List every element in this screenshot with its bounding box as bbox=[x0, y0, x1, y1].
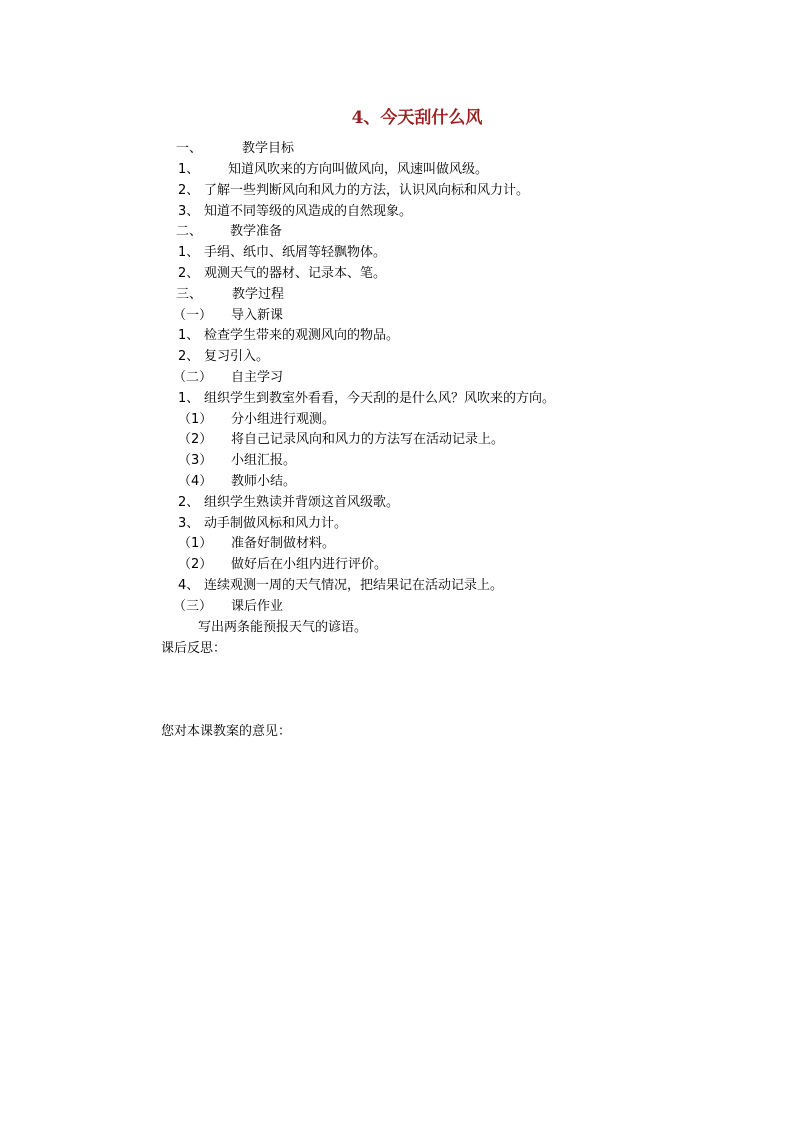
subsection-number: （一） bbox=[173, 308, 213, 323]
self-study-item-1 bbox=[178, 389, 555, 409]
item-text: 观测天气的器材、记录本、笔。 bbox=[204, 266, 387, 281]
item-text: 了解一些判断风向和风力的方法，认识风向标和风力计。 bbox=[204, 183, 530, 198]
item-number: （1） bbox=[178, 412, 213, 427]
item-number: （1） bbox=[178, 536, 213, 551]
item-text: 写出两条能预报天气的谚语。 bbox=[198, 620, 368, 635]
subsection-heading-self-study bbox=[173, 368, 283, 388]
subsection-heading-homework bbox=[173, 597, 283, 617]
section-number: 三、 bbox=[176, 287, 203, 302]
item-number: （4） bbox=[178, 474, 213, 489]
item-number: 1、 bbox=[178, 391, 200, 406]
item-text: 知道不同等级的风造成的自然现象。 bbox=[204, 204, 413, 219]
item-text: 组织学生到教室外看看，今天刮的是什么风？风吹来的方向。 bbox=[204, 391, 556, 406]
item-text: 准备好制做材料。 bbox=[231, 536, 336, 551]
item-number: 1、 bbox=[178, 162, 200, 177]
lesson-title: 4、今天刮什么风 bbox=[351, 108, 483, 128]
objective-item-1 bbox=[178, 160, 488, 180]
item-text: 将自己记录风向和风力的方法写在活动记录上。 bbox=[231, 432, 505, 447]
item-number: 4、 bbox=[178, 578, 200, 593]
item-number: 3、 bbox=[178, 204, 200, 219]
item-text: 小组汇报。 bbox=[231, 453, 297, 468]
self-study-subitem-3 bbox=[178, 451, 296, 471]
self-study-subitem-6 bbox=[178, 555, 387, 575]
item-number: 2、 bbox=[178, 495, 200, 510]
intro-item-1 bbox=[178, 326, 399, 346]
subsection-title: 课后作业 bbox=[231, 599, 284, 614]
subsection-number: （三） bbox=[173, 599, 213, 614]
item-text: 检查学生带来的观测风向的物品。 bbox=[204, 328, 400, 343]
self-study-item-2 bbox=[178, 493, 399, 513]
objective-item-2 bbox=[178, 181, 529, 201]
self-study-subitem-5 bbox=[178, 534, 335, 554]
item-number: 2、 bbox=[178, 349, 200, 364]
item-number: （2） bbox=[178, 432, 213, 447]
subsection-title: 自主学习 bbox=[231, 370, 284, 385]
item-number: 1、 bbox=[178, 328, 200, 343]
item-text: 手绢、纸巾、纸屑等轻飘物体。 bbox=[204, 245, 387, 260]
subsection-number: （二） bbox=[173, 370, 213, 385]
self-study-subitem-1 bbox=[178, 410, 335, 430]
item-text: 动手制做风标和风力计。 bbox=[204, 516, 348, 531]
objective-item-3 bbox=[178, 202, 412, 222]
subsection-heading-intro bbox=[173, 306, 283, 326]
item-text: 教师小结。 bbox=[231, 474, 297, 489]
self-study-item-3 bbox=[178, 514, 347, 534]
intro-item-2 bbox=[178, 347, 269, 367]
self-study-subitem-2 bbox=[178, 430, 504, 450]
item-number: （3） bbox=[178, 453, 213, 468]
item-text: 分小组进行观测。 bbox=[231, 412, 336, 427]
preparation-item-2 bbox=[178, 264, 386, 284]
opinion-label: 您对本课教案的意见： bbox=[161, 724, 292, 739]
item-number: 3、 bbox=[178, 516, 200, 531]
section-title: 教学准备 bbox=[230, 224, 283, 239]
self-study-subitem-4 bbox=[178, 472, 296, 492]
item-number: 2、 bbox=[178, 266, 200, 281]
item-text: 复习引入。 bbox=[204, 349, 270, 364]
item-text: 知道风吹来的方向叫做风向，风速叫做风级。 bbox=[228, 162, 489, 177]
item-text: 组织学生熟读并背颂这首风级歌。 bbox=[204, 495, 400, 510]
item-number: 2、 bbox=[178, 183, 200, 198]
section-title: 教学过程 bbox=[232, 287, 285, 302]
preparation-item-1 bbox=[178, 243, 386, 263]
section-number: 一、 bbox=[176, 141, 203, 156]
section-heading-objectives bbox=[176, 139, 294, 159]
subsection-title: 导入新课 bbox=[231, 308, 284, 323]
item-text: 连续观测一周的天气情况，把结果记在活动记录上。 bbox=[204, 578, 504, 593]
section-title: 教学目标 bbox=[242, 141, 295, 156]
item-text: 做好后在小组内进行评价。 bbox=[231, 557, 388, 572]
homework-item bbox=[198, 618, 367, 638]
section-number: 二、 bbox=[176, 224, 203, 239]
self-study-item-4 bbox=[178, 576, 503, 596]
item-number: （2） bbox=[178, 557, 213, 572]
reflection-label: 课后反思： bbox=[161, 641, 227, 656]
section-heading-preparation bbox=[176, 222, 282, 242]
item-number: 1、 bbox=[178, 245, 200, 260]
section-heading-process bbox=[176, 285, 284, 305]
